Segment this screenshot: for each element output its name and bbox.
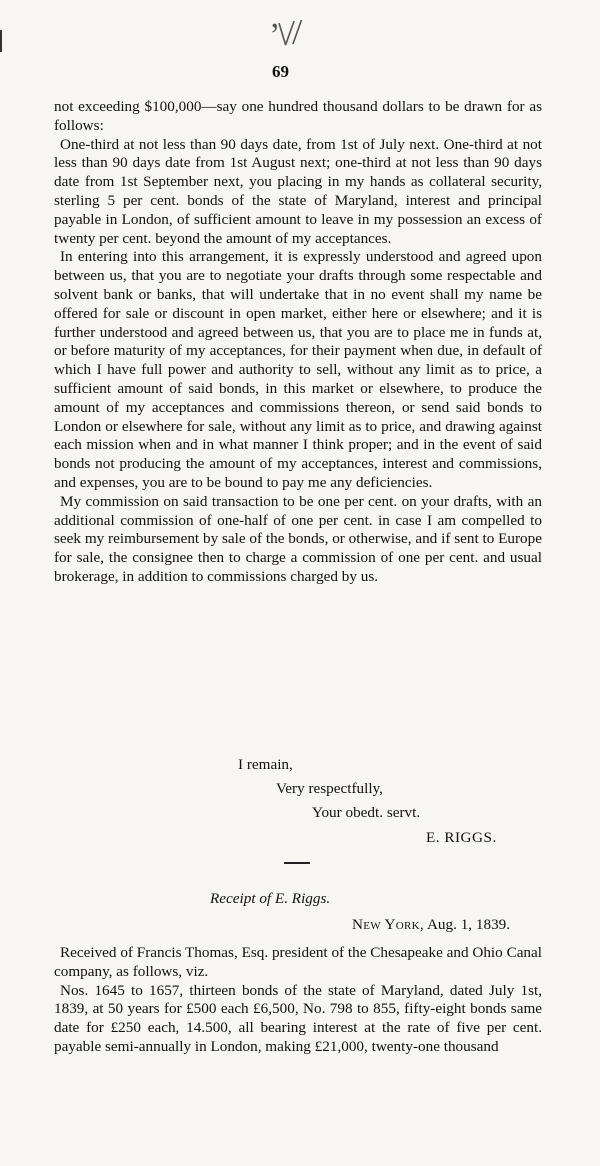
receipt-title: Receipt of E. Riggs. (210, 890, 331, 907)
letter-paragraph: My commission on said transaction to be one per cent. on your drafts, with an additional commission of one-half of one per cent. in case I am compelled to seek my reimbursement by sale of the bonds, or otherwise, and if sent to Europe for sale, the consignee then to charge a commission of one per cent. and usual brokerage, in addition to commissions charged by us. (54, 492, 542, 585)
closing-line: Very respectfully, (276, 780, 383, 797)
section-divider (284, 862, 310, 864)
letter-body (54, 98, 542, 587)
receipt-paragraph: Nos. 1645 to 1657, thirteen bonds of the state of Maryland, dated July 1st, 1839, at 50 years for £500 each £6,500, No. 798 to 855, fifty-eight bonds same date for £250 each, 14.500, all bearing interest at the rate of five per cent. payable semi-annually in London, making £21,000, twenty-one thousand (54, 981, 542, 1055)
closing-line: I remain, (238, 756, 293, 773)
receipt-body (54, 944, 542, 1057)
letter-paragraph: One-third at not less than 90 days date, from 1st of July next. One-third at not less than 90 days date from 1st August next; one-third at not less than 90 days date from 1st September next, you placing in my hands as collateral security, sterling 5 per cent. bonds of the state of Maryland, interest and principal payable in London, of sufficient amount to leave in my possession an excess of twenty per cent. beyond the amount of my acceptances. (54, 135, 542, 247)
letter-paragraph: In entering into this arrangement, it is expressly understood and agreed upon between us, that you are to negotiate your drafts through some respectable and solvent bank or banks, that will undertake that in no event shall my name be offered for sale or discount in open market, either here or elsewhere; and it is further understood and agreed between us, that you are to place me in funds at, or before maturity of my acceptances, for their payment when due, in default of which I have full power and authority to sell, without any limit as to price, a sufficient amount of said bonds, in this market or elsewhere, to produce the amount of my acceptances and commissions thereon, or send said bonds to London or elsewhere for sale, without any limit as to price, and drawing against each mission when and in what manner I think proper; and in the event of said bonds not producing the amount of my acceptances, interest and commissions, and expenses, you are to be bound to pay me any deficiencies. (54, 248, 542, 491)
scan-edge-mark (0, 30, 2, 52)
receipt-paragraph: Received of Francis Thomas, Esq. president of the Chesapeake and Ohio Canal company, as follows, viz. (54, 944, 542, 980)
page-number: 69 (272, 62, 289, 81)
letter-paragraph: not exceeding $100,000—say one hundred thousand dollars to be drawn for as follows: (54, 98, 542, 134)
closing-line: Your obedt. servt. (312, 804, 421, 821)
dateline-date: Aug. 1, 1839. (424, 916, 511, 933)
handwritten-mark: ʼ\// (265, 13, 303, 56)
receipt-dateline (352, 916, 510, 934)
signature: E. RIGGS. (426, 829, 497, 846)
dateline-city: New York, (352, 916, 424, 933)
